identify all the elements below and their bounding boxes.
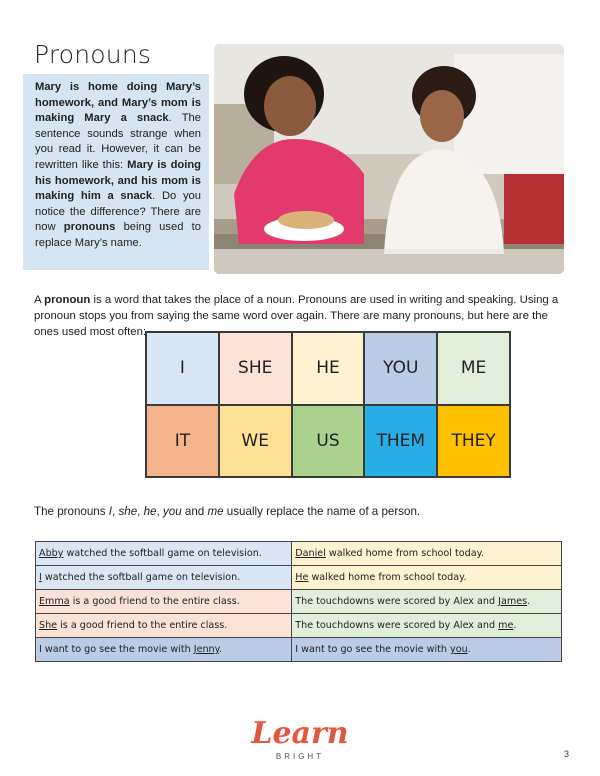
examples-table xyxy=(35,541,562,662)
logo-subtitle: BRIGHT xyxy=(275,752,325,761)
para-bold-pronoun: pronoun xyxy=(44,294,91,306)
example-text-pre: I want to go see the movie with xyxy=(295,644,451,655)
note-italic-you: you xyxy=(162,505,182,518)
pronoun-note xyxy=(34,505,420,518)
example-text-rest: walked home from school today. xyxy=(308,572,467,583)
example-cell-right xyxy=(292,542,562,566)
example-text-pre: The touchdowns were scored by Alex and xyxy=(295,620,499,631)
page-title: Pronouns xyxy=(34,40,152,69)
table-row xyxy=(36,566,562,590)
example-text-rest: is a good friend to the entire class. xyxy=(69,596,240,607)
example-text-rest: . xyxy=(218,644,223,655)
example-underlined-word: James xyxy=(498,596,528,607)
example-cell-left xyxy=(36,638,292,662)
note-text-2: , xyxy=(112,505,119,518)
example-text-rest: . xyxy=(467,644,471,655)
pronoun-cell-me: ME xyxy=(437,332,510,405)
example-cell-right xyxy=(292,614,562,638)
intro-box xyxy=(23,74,209,270)
example-underlined-word: She xyxy=(39,620,58,631)
example-cell-left xyxy=(36,566,292,590)
note-italic-she: she xyxy=(118,505,138,518)
pronoun-cell-it: IT xyxy=(146,405,219,478)
pronoun-cell-you: YOU xyxy=(364,332,437,405)
logo-word: Learn xyxy=(251,716,349,751)
mother-daughter-photo xyxy=(214,44,564,274)
example-cell-left xyxy=(36,542,292,566)
pronoun-cell-i: I xyxy=(146,332,219,405)
example-text-rest: . xyxy=(513,620,517,631)
example-underlined-word: I xyxy=(39,572,42,583)
example-text-rest: watched the softball game on television. xyxy=(41,572,241,583)
example-underlined-word: He xyxy=(295,572,309,583)
learn-bright-logo xyxy=(246,716,354,768)
example-text-rest: walked home from school today. xyxy=(325,548,484,559)
table-row xyxy=(36,614,562,638)
pronoun-cell-them: THEM xyxy=(364,405,437,478)
example-text-rest: . xyxy=(527,596,531,607)
photo-illustration xyxy=(214,44,564,274)
note-italic-he: he xyxy=(143,505,157,518)
example-underlined-word: Daniel xyxy=(295,548,326,559)
para-text-1: A xyxy=(34,294,45,306)
pronoun-cell-us: US xyxy=(292,405,365,478)
note-text-3: , xyxy=(137,505,144,518)
intro-text-2: . Do you notice the difference? There are now xyxy=(35,190,201,234)
table-row xyxy=(36,590,562,614)
table-row xyxy=(36,542,562,566)
example-text-rest: watched the softball game on television. xyxy=(63,548,262,559)
note-text-6: usually replace the name of a person. xyxy=(223,505,421,518)
note-text-5: and xyxy=(181,505,208,518)
table-row xyxy=(36,638,562,662)
intro-bold-2: Mary is doing his homework, and his mom is making him a snack xyxy=(35,158,202,203)
pronoun-cell-he: HE xyxy=(292,332,365,405)
pronoun-cell-they: THEY xyxy=(437,405,510,478)
note-text-4: , xyxy=(156,505,163,518)
intro-text-3: being used to replace Mary’s name. xyxy=(35,221,201,249)
example-underlined-word: Emma xyxy=(39,596,70,607)
example-text-pre: The touchdowns were scored by Alex and xyxy=(295,596,499,607)
note-text-1: The pronouns xyxy=(34,505,109,518)
example-cell-right xyxy=(292,566,562,590)
note-italic-me: me xyxy=(207,505,224,518)
example-text-pre: I want to go see the movie with xyxy=(39,644,194,655)
example-cell-right xyxy=(292,638,562,662)
example-text-rest: is a good friend to the entire class. xyxy=(57,620,228,631)
intro-bold-3: pronouns xyxy=(63,221,116,234)
example-underlined-word: you xyxy=(450,644,468,655)
example-underlined-word: me xyxy=(498,620,514,631)
example-cell-left xyxy=(36,614,292,638)
para-text-2: is a word that takes the place of a noun. Pronouns are used in writing and speaking. Using a pronoun stops you from saying the same word over again. There are many pronouns, but here are the ones used most often: xyxy=(34,294,559,338)
note-italic-i: I xyxy=(108,505,112,518)
intro-bold-1: Mary is home doing Mary’s homework, and Mary’s mom is making Mary a snack xyxy=(35,81,201,125)
intro-text-1: . The sentence sounds strange when you read it. However, it can be rewritten like this: xyxy=(35,112,201,171)
pronoun-grid xyxy=(145,331,511,478)
example-underlined-word: Jenny xyxy=(193,644,219,655)
example-cell-left xyxy=(36,590,292,614)
pronoun-cell-we: WE xyxy=(219,405,292,478)
example-underlined-word: Abby xyxy=(39,548,64,559)
page-number: 3 xyxy=(564,749,570,759)
example-cell-right xyxy=(292,590,562,614)
pronoun-cell-she: SHE xyxy=(219,332,292,405)
